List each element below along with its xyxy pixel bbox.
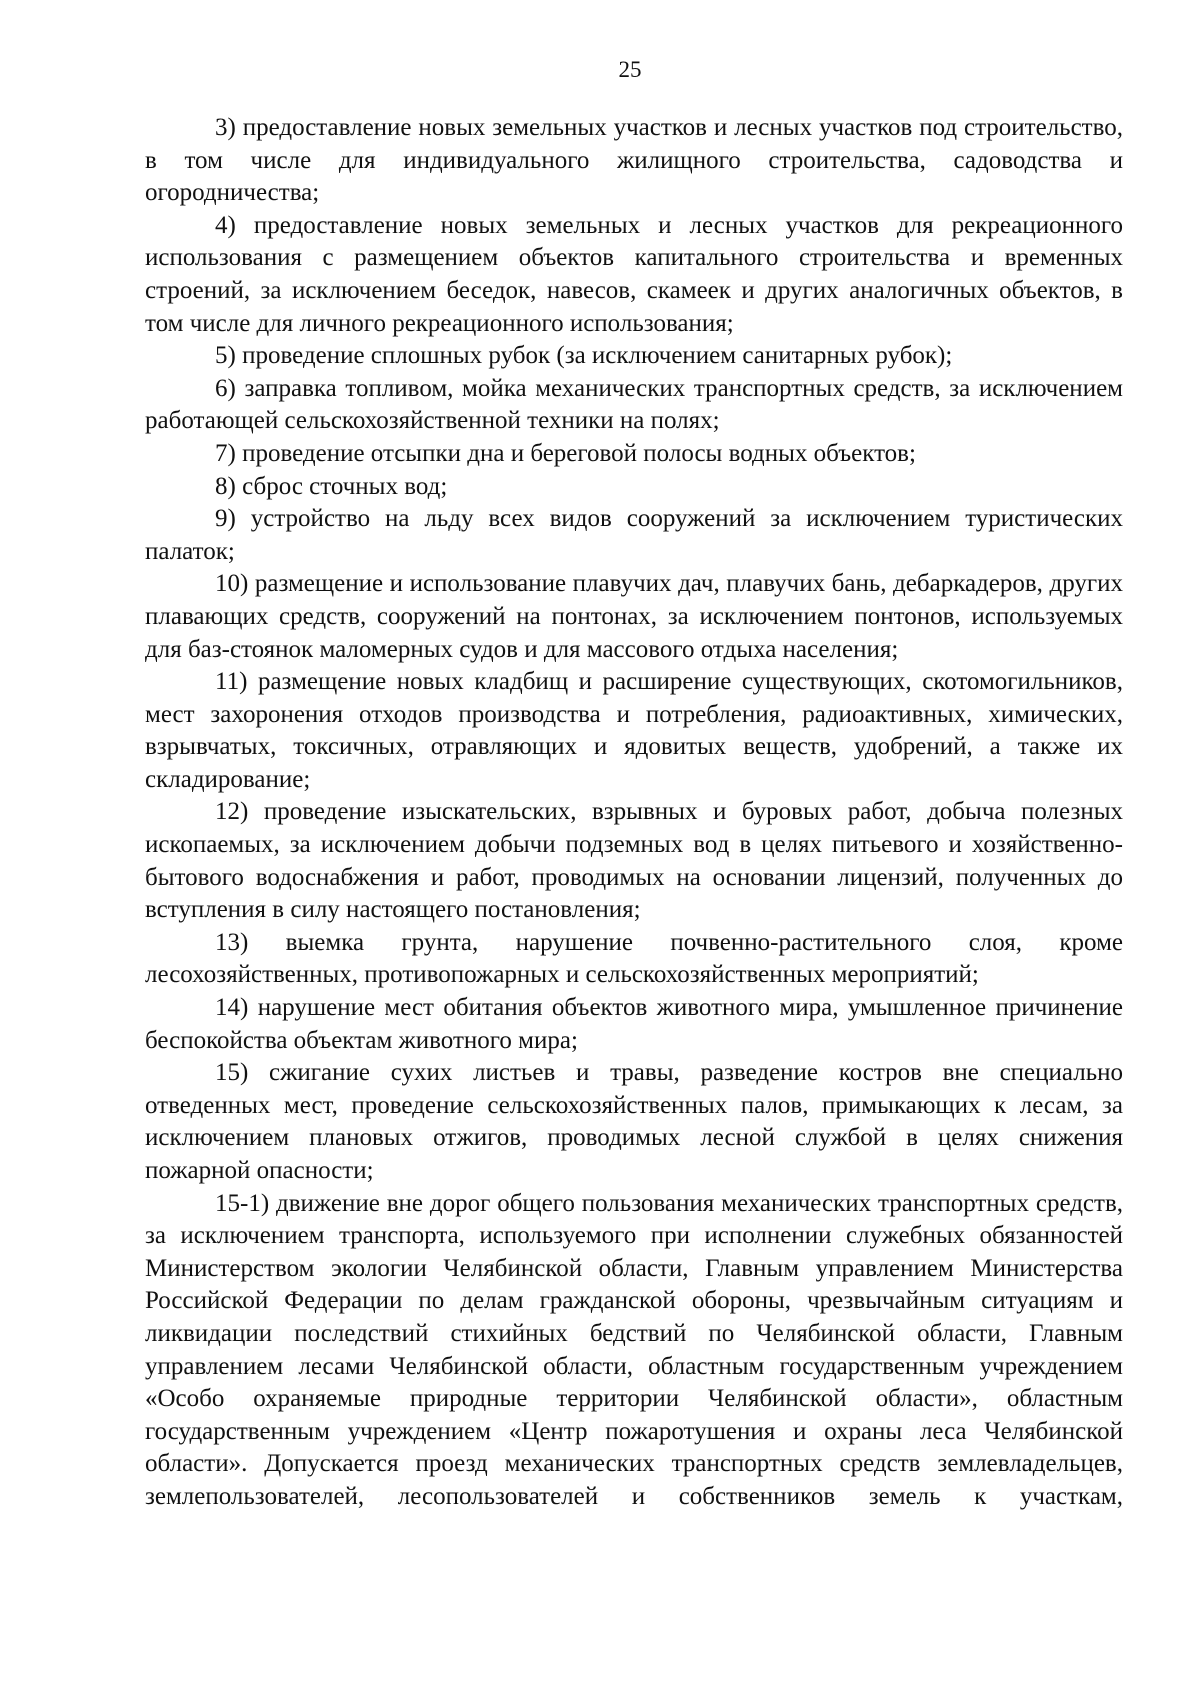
paragraph-7: 7) проведение отсыпки дна и береговой полосы водных объектов; [215,439,916,467]
paragraph-15: 15) сжигание сухих листьев и травы, разведение костров вне специально отведенных мест, проведение сельскохозяйственных палов, примыкающих к лесам, за исключением плановых отжигов, проводимых лесной службой в целях снижения пожарной опасности; [145,1059,1123,1184]
paragraph-11: 11) размещение новых кладбищ и расширение существующих, скотомогильников, мест захоронения отходов производства и потребления, радиоактивных, химических, взрывчатых, токсичных, отравляющих и ядовитых веществ, удобрений, а также их складирование; [145,668,1123,793]
document-body [145,112,1123,1514]
paragraph-13: 13) выемка грунта, нарушение почвенно-растительного слоя, кроме лесохозяйственных, противопожарных и сельскохозяйственных мероприятий; [145,928,1123,989]
page-number: 25 [618,57,642,82]
paragraph-5: 5) проведение сплошных рубок (за исключением санитарных рубок); [215,342,953,370]
paragraph-4: 4) предоставление новых земельных и лесных участков для рекреационного использования с размещением объектов капитального строительства и временных строений, за исключением беседок, навесов, скамеек и других аналогичных объектов, в том числе для личного рекреационного использования; [145,211,1123,337]
paragraph-12: 12) проведение изыскательских, взрывных и буровых работ, добыча полезных ископаемых, за исключением добычи подземных вод в целях питьевого и хозяйственно-бытового водоснабжения и работ, проводимых на основании лицензий, полученных до вступления в силу настоящего постановления; [145,798,1123,924]
paragraph-6: 6) заправка топливом, мойка механических транспортных средств, за исключением работающей сельскохозяйственной техники на полях; [145,374,1123,435]
paragraph-3: 3) предоставление новых земельных участков и лесных участков под строительство, в том числе для индивидуального жилищного строительства, садоводства и огородничества; [145,114,1123,207]
paragraph-8: 8) сброс сточных вод; [215,472,448,500]
paragraph-14: 14) нарушение мест обитания объектов животного мира, умышленное причинение беспокойства объектам животного мира; [145,994,1123,1054]
paragraph-10: 10) размещение и использование плавучих дач, плавучих бань, дебаркадеров, других плавающих средств, сооружений на понтонах, за исключением понтонов, используемых для баз-стоянок маломерных судов и для массового отдыха населения; [145,570,1123,663]
paragraph-9: 9) устройство на льду всех видов сооружений за исключением туристических палаток; [145,505,1123,565]
paragraph-15-1: 15-1) движение вне дорог общего пользования механических транспортных средств, за исключением транспорта, используемого при исполнении служебных обязанностей Министерством экологии Челябинской области, Главным управлением Министерства Российской Федерации по делам гражданской обороны, чрезвычайным ситуациям и ликвидации последствий стихийных бедствий по Челябинской области, Главным управлением лесами Челябинской области, областным государственным учреждением «Особо охраняемые природные территории Челябинской области», областным государственным учреждением «Центр пожаротушения и охраны леса Челябинской области». Допускается проезд механических транспортных средств землевладельцев, землепользователей, лесопользователей и собственников земель к участкам, [145,1189,1123,1510]
